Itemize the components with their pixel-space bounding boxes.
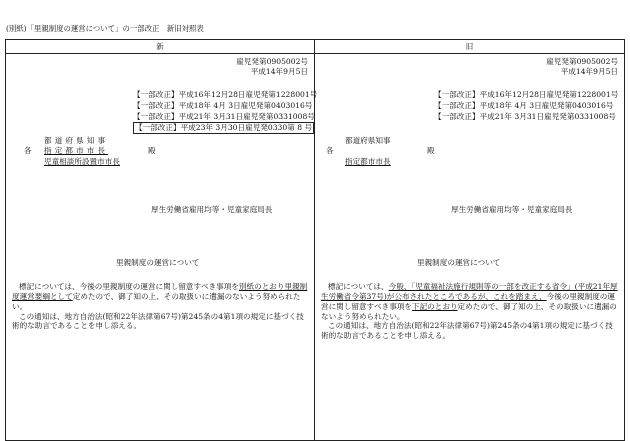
new-addressee-governor: 都道府県知事 <box>44 136 109 145</box>
old-doc-date: 平成14年9月5日 <box>560 67 618 76</box>
new-addressee-prefix: 各 <box>24 146 32 155</box>
old-amendment-2-text: 平成18年 4月 3日雇児発第0403016号 <box>479 101 614 110</box>
new-amendment-3: 【一部改正】平成21年 3月31日雇児発第0331008号 <box>133 112 315 121</box>
old-addressee-city-mayor: 指定都市市長 <box>345 157 391 166</box>
old-amendment-3-label: 一部改正 <box>441 112 472 121</box>
new-addressee-city-mayor: 指定都市市長 <box>44 146 109 155</box>
old-column <box>315 54 625 441</box>
new-column <box>6 54 318 441</box>
new-doc-number: 雇児発第0905002号 <box>236 57 308 66</box>
old-column-header: 旧 <box>315 40 625 54</box>
old-p1-part-a: 標記については、 <box>328 282 389 291</box>
comparison-table <box>5 39 625 441</box>
old-body <box>321 282 619 341</box>
new-amendment-4-text: 平成23年 3月30日雇児発0330第 8 号 <box>180 123 313 132</box>
new-paragraph-2: この通知は、地方自治法(昭和22年法律第67号)第245条の4第1項の規定に基づく技術的な助言であることを申し添える。 <box>12 311 304 331</box>
old-sender: 厚生労働省雇用均等・児童家庭局長 <box>451 205 573 214</box>
new-addressee-suffix: 殿 <box>148 146 156 155</box>
new-notice-title: 里親制度の運営について <box>116 258 200 267</box>
old-addressee-governor: 都道府県知事 <box>345 136 391 145</box>
old-amendment-1-label: 一部改正 <box>441 90 472 99</box>
new-sender: 厚生労働省雇用均等・児童家庭局長 <box>151 205 273 214</box>
new-amendment-3-text: 平成21年 3月31日雇児発第0331008号 <box>178 112 315 121</box>
new-amendment-1: 【一部改正】平成16年12月28日雇児発第1228001号 <box>133 90 318 99</box>
old-p1-part-e: 定めたので、御了知の上、その取扱いに遺漏のないよう努められたい。 <box>321 301 617 321</box>
new-amendment-4-added: 【一部改正】平成23年 3月30日雇児発0330第 8 号 <box>135 123 313 132</box>
new-body <box>12 282 310 331</box>
old-paragraph-1 <box>321 282 619 321</box>
new-p1-part-c: 定めたので、御了知の上、その取扱いに遺漏のないよう努められたい。 <box>12 291 301 311</box>
old-p1-changed-text-2: 下記のとおり <box>411 301 458 311</box>
new-doc-date: 平成14年9月5日 <box>250 67 308 76</box>
old-amendment-2: 【一部改正】平成18年 4月 3日雇児発第0403016号 <box>434 101 614 110</box>
old-addressee-prefix: 各 <box>326 146 334 155</box>
old-amendment-1: 【一部改正】平成16年12月28日雇児発第1228001号 <box>434 90 619 99</box>
new-column-header: 新 <box>6 40 315 54</box>
new-amendment-1-text: 平成16年12月28日雇児発第1228001号 <box>178 90 318 99</box>
new-addressee-guidance-center-mayor: 児童相談所設置市市長 <box>44 157 120 166</box>
new-amendment-2: 【一部改正】平成18年 4月 3日雇児発第0403016号 <box>133 101 313 110</box>
new-amendment-3-label: 一部改正 <box>140 112 171 121</box>
old-notice-title: 里親制度の運営について <box>417 258 501 267</box>
new-amendment-2-label: 一部改正 <box>140 101 171 110</box>
old-paragraph-2: この通知は、地方自治法(昭和22年法律第67号)第245条の4第1項の規定に基づく技術的な助言であることを申し添える。 <box>321 321 613 341</box>
old-doc-number: 雇児発第0905002号 <box>546 57 618 66</box>
old-amendment-3-text: 平成21年 3月31日雇児発第0331008号 <box>479 112 616 121</box>
old-amendment-3: 【一部改正】平成21年 3月31日雇児発第0331008号 <box>434 112 616 121</box>
new-p1-changed-text: 別紙のとおり里親制度運営要綱として <box>12 282 308 301</box>
new-paragraph-1 <box>12 282 310 312</box>
old-p1-changed-text-1: 今般、「児童福祉法施行規則等の一部を改正する省令」(平成21年厚生労働省令第37号)が公布されたところであるが、これを踏まえ、 <box>321 282 618 301</box>
new-p1-part-a: 標記については、今後の里親制度の運営に関し留意すべき事項を <box>19 282 239 291</box>
new-amendment-1-label: 一部改正 <box>140 90 171 99</box>
old-addressee-suffix: 殿 <box>427 146 435 155</box>
new-amendment-4-label: 一部改正 <box>142 123 173 132</box>
old-amendment-2-label: 一部改正 <box>441 101 472 110</box>
document-caption: (別紙)「里親制度の運営について」の一部改正 新旧対照表 <box>6 24 204 33</box>
new-amendment-2-text: 平成18年 4月 3日雇児発第0403016号 <box>178 101 313 110</box>
old-p1-part-c: 今後の里親制度の運営に関し留意すべき事項を <box>321 291 615 311</box>
old-amendment-1-text: 平成16年12月28日雇児発第1228001号 <box>479 90 619 99</box>
